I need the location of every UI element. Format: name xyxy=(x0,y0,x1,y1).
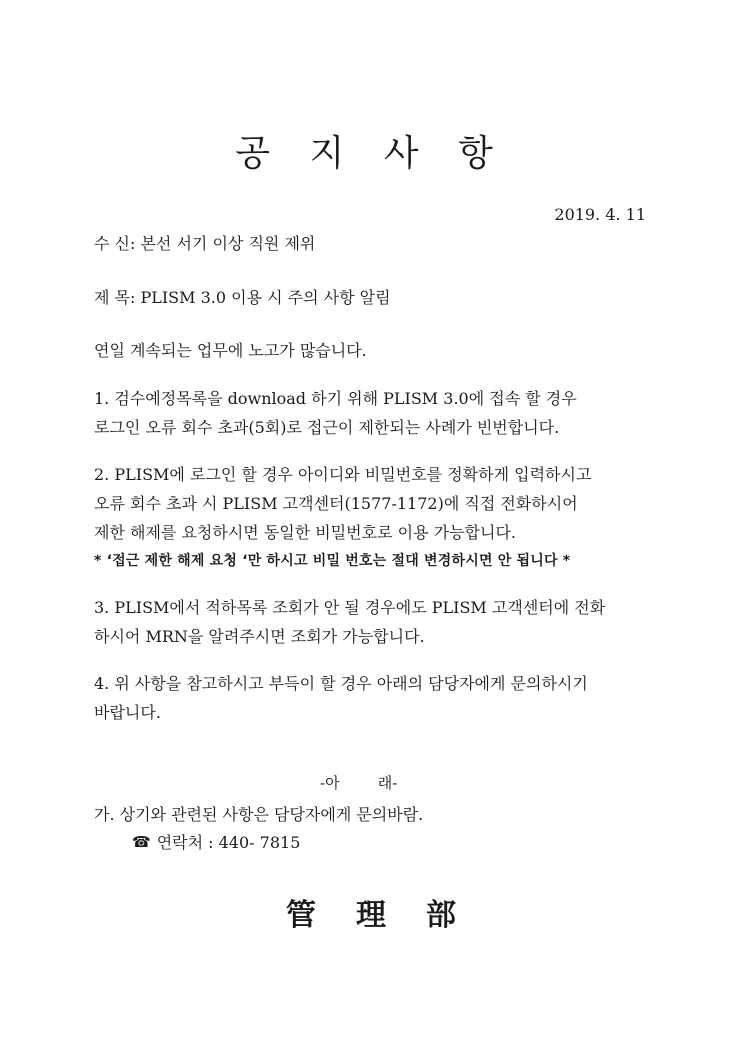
notice-item-2 xyxy=(94,460,654,576)
notice-item-line: 3. PLISM에서 적하목록 조회가 안 될 경우에도 PLISM 고객센터에 전화 xyxy=(94,598,606,617)
notice-item-line: 하시어 MRN을 알려주시면 조회가 가능합니다. xyxy=(94,627,425,646)
notice-item-line: 바랍니다. xyxy=(94,703,161,722)
recipient-line: 수 신: 본선 서기 이상 직원 제위 xyxy=(94,234,316,253)
notice-item-1 xyxy=(94,384,654,442)
below-heading: -아 래- xyxy=(320,774,398,792)
notice-item-line: 제한 해제를 요청하시면 동일한 비밀번호로 이용 가능합니다. xyxy=(94,523,517,542)
notice-item-line: 로그인 오류 회수 초과(5회)로 접근이 제한되는 사례가 빈번합니다. xyxy=(94,418,560,437)
notice-item-line: 오류 회수 초과 시 PLISM 고객센터(1577-1172)에 직접 전화하시어 xyxy=(94,494,578,513)
contact-line xyxy=(132,830,300,853)
document-date: 2019. 4. 11 xyxy=(554,205,646,224)
warning-note: * ‘접근 제한 해제 요청 ‘만 하시고 비밀 번호는 절대 변경하시면 안 됩니다 * xyxy=(94,553,571,569)
greeting-line: 연일 계속되는 업무에 노고가 많습니다. xyxy=(94,341,367,360)
phone-icon: ☎ xyxy=(132,832,151,851)
notice-item-line: 4. 위 사항을 참고하시고 부득이 할 경우 아래의 담당자에게 문의하시기 xyxy=(94,674,588,693)
notice-item-line: 2. PLISM에 로그인 할 경우 아이디와 비밀번호를 정확하게 입력하시고 xyxy=(94,465,592,484)
subject-line: 제 목: PLISM 3.0 이용 시 주의 사항 알림 xyxy=(94,288,391,307)
contact-label: 연락처 : 440- 7815 xyxy=(156,833,301,852)
inquiry-line: 가. 상기와 관련된 사항은 담당자에게 문의바람. xyxy=(94,805,424,824)
document-title: 공 지 사 항 xyxy=(235,133,507,174)
notice-item-4 xyxy=(94,669,654,727)
department-name: 管理部 xyxy=(286,898,496,933)
notice-item-3 xyxy=(94,593,654,651)
notice-item-line: 1. 검수예정목록을 download 하기 위해 PLISM 3.0에 접속 할 경우 xyxy=(94,389,577,408)
